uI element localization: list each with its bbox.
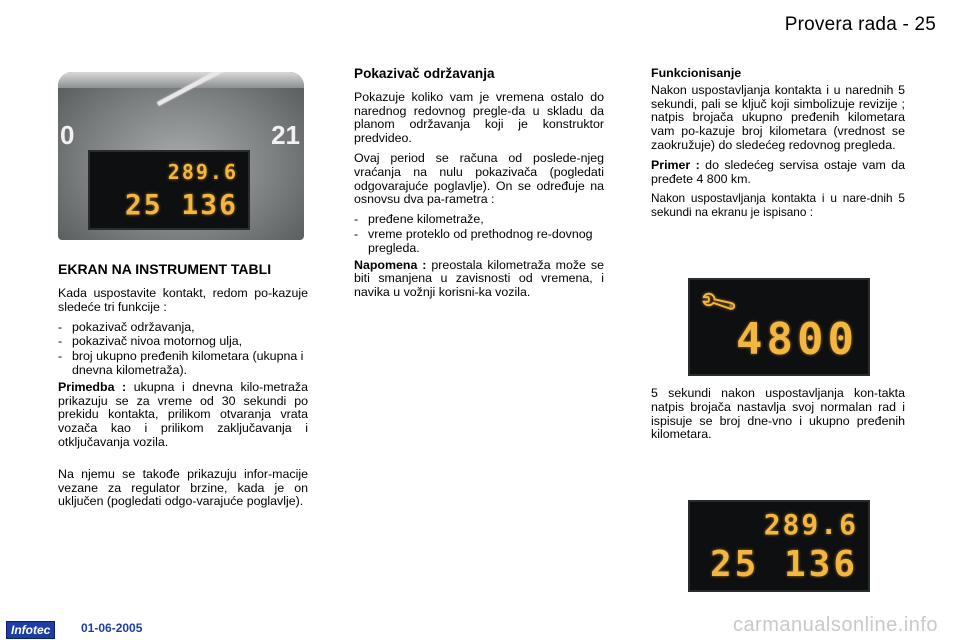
note-label: Primedba : <box>58 379 127 394</box>
odometer-display <box>688 500 870 592</box>
section-heading: EKRAN NA INSTRUMENT TABLI <box>58 261 272 277</box>
list-item: - vreme proteklo od prethodnog re-dovnog pregleda. <box>354 228 604 256</box>
gauge-odometer-readout: 25 136 <box>124 188 238 221</box>
parameter-list <box>354 213 604 255</box>
note-text: preostala kilometraža može se biti smanjena u zavisnosti od vremena, i navika u vožnji korisni-ka vozila. <box>354 257 604 300</box>
example-label: Primer : <box>651 157 700 172</box>
list-item: - broj ukupno pređenih kilometara (ukupna i dnevna kilometraža). <box>58 350 308 378</box>
gauge-trip-readout: 289.6 <box>167 160 238 184</box>
infotec-logo: Infotec <box>6 621 55 639</box>
list-item: - pokazivač nivoa motornog ulja, <box>58 335 308 349</box>
paragraph: 5 sekundi nakon uspostavljanja kon-takta natpis brojača nastavlja svoj normalan rad i ispisuje se broj dne-vno i ukupno pređenih kilometara. <box>651 386 905 442</box>
gauge-rim <box>58 72 304 88</box>
service-km-readout: 4800 <box>736 314 858 365</box>
note-label: Napomena : <box>354 257 427 272</box>
service-indicator-display <box>688 278 870 376</box>
maintenance-heading: Pokazivač održavanja <box>354 66 495 81</box>
right-column <box>651 67 905 226</box>
gauge-scale-left: 0 <box>60 120 75 150</box>
extra-paragraph: Na njemu se takođe prikazuju infor-macije vezane za regulator brzine, kada je on uključen (pogledati odgo-varajuće poglavlje). <box>58 466 308 509</box>
note-text: ukupna i dnevna kilo-metraža prikazuju se za vreme od 30 sekundi po prekidu kontakta, prilikom otvaranja vrata vozača kao i prilikom zaključavanja i otključavanja vozila. <box>58 379 308 449</box>
example-paragraph <box>651 159 905 187</box>
middle-column <box>354 67 604 306</box>
paragraph: Nakon uspostavljanja kontakta i u nare-dnih 5 sekundi na ekranu je ispisano : <box>651 191 905 220</box>
function-list <box>58 321 308 378</box>
note-paragraph <box>354 259 604 300</box>
page-header: Provera rada - 25 <box>784 14 936 35</box>
list-item: - pređene kilometraže, <box>354 213 604 227</box>
print-date: 01-06-2005 <box>81 621 143 635</box>
watermark: carmanualsonline.info <box>732 614 938 636</box>
gauge-scale-right: 21 <box>271 120 300 150</box>
paragraph: Ovaj period se računa od poslede-njeg vraćanja na nulu pokazivača (pogledati odgovarajuće poglavlje). On se određuje na osnovsu dva pa-rametra : <box>354 150 604 207</box>
wrench-icon: 🔧︎ <box>696 281 741 325</box>
left-column <box>58 262 308 515</box>
paragraph: Pokazuje koliko vam je vremena ostalo do narednog redovnog pregle-da u skladu da planom održavanja koji je konstruktor predvideo. <box>354 89 604 146</box>
note-paragraph <box>58 381 308 450</box>
paragraph: Nakon uspostavljanja kontakta i u narednih 5 sekundi, pali se ključ koji simbolizuje revizije ; natpis brojača ukupno pređenih kilometara vam po-kazuje broj kilometara (vrednost se zaokružuje) do sledećeg redovnog pregleda. <box>651 82 905 152</box>
trip-readout: 289.6 <box>763 508 858 541</box>
gauge-lcd-display <box>88 150 250 230</box>
odometer-readout: 25 136 <box>709 544 858 585</box>
operation-heading: Funkcionisanje <box>651 66 742 80</box>
intro-text: Kada uspostavite kontakt, redom po-kazuje sledeće tri funkcije : <box>58 286 308 314</box>
right-column-lower <box>651 387 905 448</box>
list-item: - pokazivač održavanja, <box>58 321 308 335</box>
example-text: do sledećeg servisa ostaje vam da pređete 4 800 km. <box>651 157 905 186</box>
